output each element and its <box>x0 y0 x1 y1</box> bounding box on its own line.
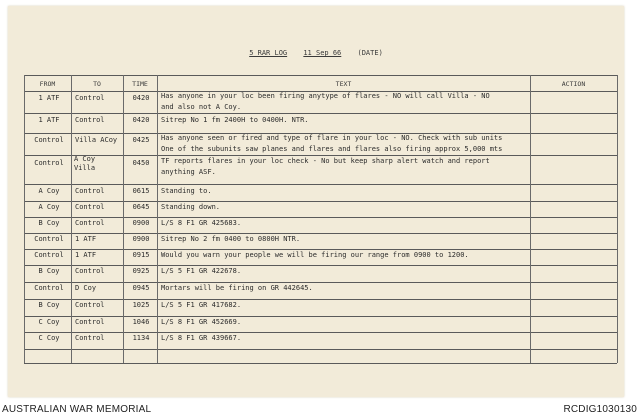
cell-from: C Coy <box>38 334 60 342</box>
cell-text: Has anyone seen or fired and type of flare in your loc - NO. Check with sub units <box>161 134 503 142</box>
cell-to: Control <box>75 301 105 309</box>
cell-time: 0425 <box>132 136 150 144</box>
log-header <box>8 49 624 57</box>
cell-time: 0645 <box>132 203 150 211</box>
cell-from: 1 ATF <box>38 116 60 124</box>
row-rule <box>24 316 617 317</box>
cell-to: 1 ATF <box>75 235 97 243</box>
cell-time: 0420 <box>132 116 150 124</box>
footer-id: RCDIG1030130 <box>563 404 637 415</box>
column-divider <box>530 75 531 363</box>
column-header-to: TO <box>93 80 101 88</box>
cell-to: Villa ACoy <box>75 136 118 144</box>
cell-text: Sitrep No 2 fm 0400 to 0800H NTR. <box>161 235 301 243</box>
column-divider <box>617 75 618 363</box>
footer-source: AUSTRALIAN WAR MEMORIAL <box>2 404 152 415</box>
cell-text: anything ASF. <box>161 168 216 176</box>
cell-text: L/S 8 F1 GR 425683. <box>161 219 242 227</box>
cell-time: 0915 <box>132 251 150 259</box>
row-rule <box>24 299 617 300</box>
cell-text: Would you warn your people we will be firing our range from 0900 to 1200. <box>161 251 469 259</box>
cell-from: Control <box>34 235 64 243</box>
cell-text: and also not A Coy. <box>161 103 242 111</box>
cell-text: TF reports flares in your loc check - No but keep sharp alert watch and report <box>161 157 490 165</box>
cell-to: A Coy Villa <box>74 155 96 172</box>
row-rule <box>24 265 617 266</box>
cell-text: One of the subunits saw planes and flares and flares also firing approx 5,000 mts <box>161 145 503 153</box>
cell-time: 1025 <box>132 301 150 309</box>
cell-time: 1046 <box>132 318 150 326</box>
cell-from: 1 ATF <box>38 94 60 102</box>
log-title: 5 RAR LOG <box>249 49 288 57</box>
cell-text: Standing down. <box>161 203 221 211</box>
cell-from: Control <box>34 284 64 292</box>
cell-to: Control <box>75 219 105 227</box>
column-divider <box>157 75 158 363</box>
row-rule <box>24 113 617 114</box>
cell-from: Control <box>34 136 64 144</box>
cell-text: Standing to. <box>161 187 212 195</box>
row-rule <box>24 217 617 218</box>
row-rule <box>24 75 617 76</box>
row-rule <box>24 282 617 283</box>
column-header-action: ACTION <box>561 80 586 88</box>
cell-to: Control <box>75 94 105 102</box>
column-header-from: FROM <box>39 80 56 88</box>
column-divider <box>71 75 72 363</box>
cell-to: 1 ATF <box>75 251 97 259</box>
cell-text: L/S 5 F1 GR 417682. <box>161 301 242 309</box>
row-rule <box>24 233 617 234</box>
cell-time: 0450 <box>132 159 150 167</box>
cell-from: A Coy <box>38 203 60 211</box>
log-table <box>24 75 617 363</box>
column-divider <box>24 75 25 363</box>
cell-time: 0420 <box>132 94 150 102</box>
column-header-time: TIME <box>132 80 148 88</box>
log-sheet <box>8 6 624 397</box>
date-label: (DATE) <box>357 49 383 57</box>
cell-to: Control <box>75 267 105 275</box>
log-date: 11 Sep 66 <box>303 49 342 57</box>
row-rule <box>24 349 617 350</box>
cell-time: 0900 <box>132 235 150 243</box>
cell-to: Control <box>75 318 105 326</box>
cell-to: Control <box>75 203 105 211</box>
cell-time: 0900 <box>132 219 150 227</box>
cell-text: Mortars will be firing on GR 442645. <box>161 284 313 292</box>
row-rule <box>24 332 617 333</box>
column-header-text: TEXT <box>335 80 352 88</box>
row-rule <box>24 249 617 250</box>
row-rule <box>24 201 617 202</box>
cell-text: L/S 8 F1 GR 439667. <box>161 334 242 342</box>
cell-to: D Coy <box>75 284 97 292</box>
cell-text: L/S 5 F1 GR 422678. <box>161 267 242 275</box>
cell-time: 0945 <box>132 284 150 292</box>
cell-from: B Coy <box>38 219 60 227</box>
cell-time: 0925 <box>132 267 150 275</box>
cell-from: A Coy <box>38 187 60 195</box>
row-rule <box>24 363 617 364</box>
column-divider <box>123 75 124 363</box>
cell-text: L/S 8 F1 GR 452669. <box>161 318 242 326</box>
row-rule <box>24 184 617 185</box>
cell-to: Control <box>75 187 105 195</box>
cell-from: B Coy <box>38 301 60 309</box>
cell-from: B Coy <box>38 267 60 275</box>
cell-to: Control <box>75 116 105 124</box>
cell-time: 1134 <box>132 334 150 342</box>
cell-time: 0615 <box>132 187 150 195</box>
cell-from: Control <box>34 159 64 167</box>
cell-to: Control <box>75 334 105 342</box>
cell-from: Control <box>34 251 64 259</box>
cell-text: Sitrep No 1 fm 2400H to 0400H. NTR. <box>161 116 309 124</box>
cell-text: Has anyone in your loc been firing anytype of flares - NO will call Villa - NO <box>161 92 490 100</box>
cell-from: C Coy <box>38 318 60 326</box>
